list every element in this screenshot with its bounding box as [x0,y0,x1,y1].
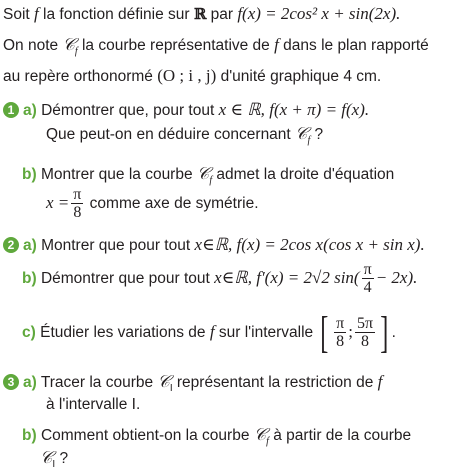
curve-subscript: f [209,175,213,186]
reals-symbol: ℝ [193,5,207,23]
function-definition: f(x) = 2cos² x + sin(2x). [237,4,401,23]
question-text: Montrer que la courbe [36,166,197,183]
function-name: f [274,35,279,54]
question-text: à partir de la courbe [268,427,412,444]
question-number-badge: 1 [3,102,19,118]
part-label: a) [23,237,37,254]
intro-text: dans le plan rapporté [278,37,429,54]
question-text: admet la droite d'équation [212,166,395,183]
function-name: f [377,372,383,391]
curve-symbol: 𝒞 [157,372,170,392]
q2b-line [22,258,417,299]
math-expression: − 2x). [375,268,418,287]
function-name: f [209,322,215,341]
fraction: $\frac{5\pi}{8}$ [356,315,374,351]
intro-text: d'unité graphique 4 cm. [216,68,382,85]
intro-line-3 [3,66,381,87]
intro-line-2 [3,35,429,62]
fraction: $\frac{\pi}{8}$ [73,186,82,222]
part-label: a) [23,374,37,391]
curve-symbol: 𝒞 [253,425,267,445]
question-text: . [391,324,396,341]
q1b-line-2 [46,184,259,223]
math-expression: x∈ℝ, f′(x) = 2√2 sin( [214,268,360,287]
intro-line-1 [3,4,400,25]
question-text: sur l'intervalle [214,324,318,341]
part-label: b) [22,270,37,287]
question-text: Démontrer que, pour tout [36,102,219,119]
intro-text: par [206,6,238,23]
math-expression: x∈ℝ, f(x) = 2cos x(cos x + sin x). [194,235,425,254]
intro-text: au repère orthonormé [3,68,158,85]
intro-text: la courbe représentative de [77,37,275,54]
left-bracket: [ [320,307,329,357]
curve-subscript: I [52,459,56,470]
fraction: $\frac{\pi}{8}$ [336,315,345,351]
question-number-badge: 2 [3,237,19,253]
part-label: a) [23,102,37,119]
curve-symbol: 𝒞 [295,124,308,144]
intro-text: la fonction définie sur [38,6,194,23]
fraction: $\frac{\pi}{4}$ [363,261,372,297]
q2a-line [3,235,425,256]
question-text: comme axe de symétrie. [85,195,259,212]
function-name: f [34,4,39,23]
curve-symbol: 𝒞 [196,164,210,184]
question-text: à l'intervalle I. [46,396,141,413]
q2c-line [22,307,396,357]
separator: ; [348,322,353,341]
question-text: ? [55,450,69,467]
question-text: Étudier les variations de [35,324,210,341]
q1a-line-2 [46,124,323,151]
curve-subscript: f [307,135,311,146]
q3b-line-1 [22,425,411,452]
intro-text: On note [3,37,63,54]
curve-symbol: 𝒞 [62,35,75,55]
curve-subscript: f [266,436,269,447]
curve-subscript: f [74,46,78,57]
part-label: b) [22,427,37,444]
math-expression: x ∈ ℝ, [218,100,265,119]
curve-subscript: I [169,383,173,394]
intro-text: Soit [3,6,35,23]
frame-notation: (O ; i , j) [157,66,217,85]
q3a-line-2 [46,395,140,415]
part-label: b) [22,166,37,183]
q3b-line-2 [40,448,68,475]
question-text: Comment obtient-on la courbe [36,427,254,444]
question-text: représentant la restriction de [172,374,378,391]
question-text: Démontrer que pour tout [36,270,215,287]
curve-symbol: 𝒞 [40,448,53,468]
question-text: Tracer la courbe [36,374,158,391]
question-text: ? [310,126,324,143]
right-bracket: ] [380,307,389,357]
question-number-badge: 3 [3,374,19,390]
question-text: Que peut-on en déduire concernant [46,126,296,143]
q1a-line-1 [3,100,369,121]
math-expression: x = [46,193,70,212]
question-text: Montrer que pour tout [36,237,195,254]
part-label: c) [22,324,36,341]
math-expression: f(x + π) = f(x). [269,100,370,119]
